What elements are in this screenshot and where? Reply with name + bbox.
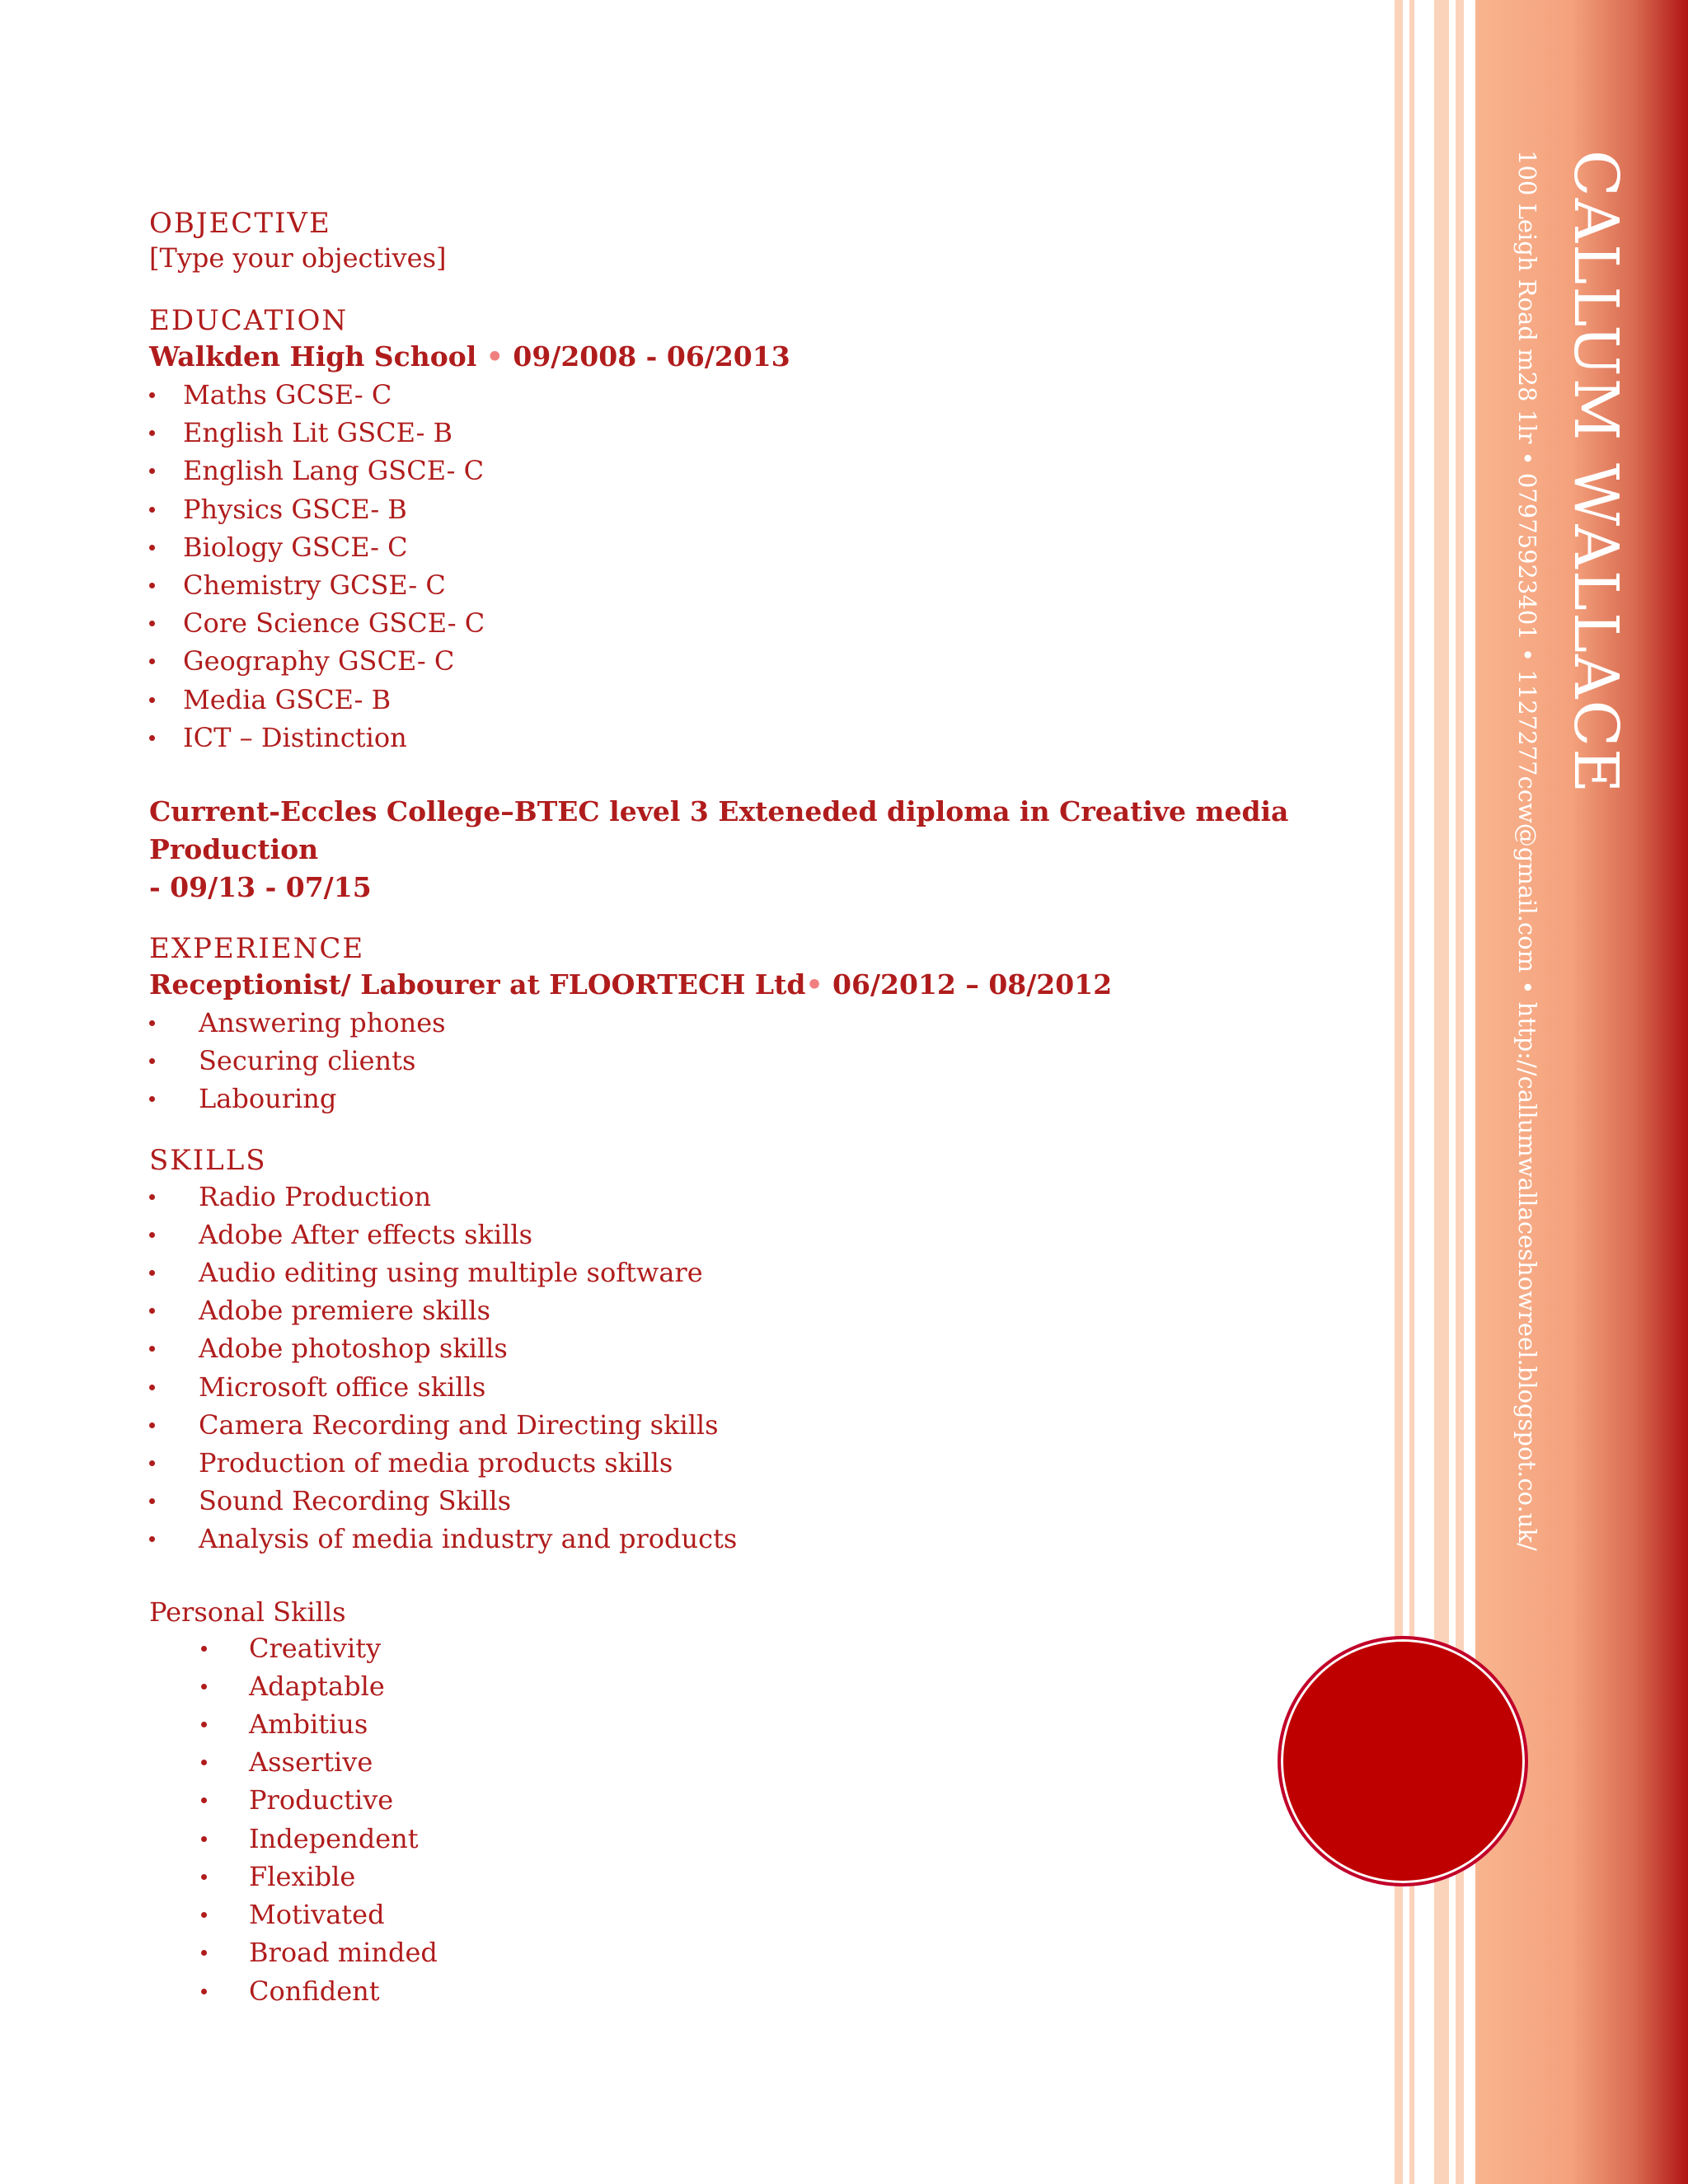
list-item: Audio editing using multiple software <box>149 1254 1402 1291</box>
list-item: Broad minded <box>149 1933 1402 1971</box>
list-item: Adobe After effects skills <box>149 1216 1402 1254</box>
skills-list <box>149 1178 1402 1558</box>
personal-skills-list <box>149 1629 1402 2010</box>
list-item: Adaptable <box>149 1667 1402 1705</box>
list-item: Assertive <box>149 1743 1402 1781</box>
list-item: Productive <box>149 1781 1402 1819</box>
list-item: Camera Recording and Directing skills <box>149 1406 1402 1444</box>
list-item: Motivated <box>149 1896 1402 1933</box>
personal-skills-heading: Personal Skills <box>149 1596 346 1628</box>
experience-section <box>149 931 1402 1118</box>
list-item: English Lang GSCE- C <box>149 452 1402 490</box>
skills-section <box>149 1143 1402 1558</box>
list-item: English Lit GSCE- B <box>149 414 1402 452</box>
list-item: Securing clients <box>149 1042 1402 1080</box>
list-item: ICT – Distinction <box>149 719 1402 757</box>
list-item: Microsoft office skills <box>149 1368 1402 1406</box>
list-item: Independent <box>149 1820 1402 1858</box>
list-item: Chemistry GCSE- C <box>149 566 1402 604</box>
education-heading: EDUCATION <box>149 304 349 337</box>
job-title: Receptionist/ Labourer at FLOORTECH Ltd <box>149 968 806 1001</box>
list-item: Adobe premiere skills <box>149 1291 1402 1329</box>
contact-details: 100 Leigh Road m28 1lr • 07975923401 • 1127277ccw@gmail.com • http://callumwallaceshowreel.blogspot.co.uk/ <box>1513 150 1541 1551</box>
skills-heading: SKILLS <box>149 1143 267 1177</box>
list-item: Biology GSCE- C <box>149 528 1402 566</box>
education-list <box>149 376 1402 757</box>
list-item: Physics GSCE- B <box>149 490 1402 528</box>
job-line <box>149 966 1402 1004</box>
list-item: Production of media products skills <box>149 1444 1402 1482</box>
personal-skills-section <box>149 1595 1402 2010</box>
experience-list <box>149 1004 1402 1118</box>
list-item: Maths GCSE- C <box>149 376 1402 414</box>
objective-text: [Type your objectives] <box>149 242 447 274</box>
list-item: Geography GSCE- C <box>149 642 1402 680</box>
list-item: Core Science GSCE- C <box>149 604 1402 642</box>
list-item: Creativity <box>149 1629 1402 1667</box>
list-item: Analysis of media industry and products <box>149 1520 1402 1558</box>
list-item: Labouring <box>149 1080 1402 1118</box>
resume-content <box>149 206 1402 2010</box>
list-item: Flexible <box>149 1858 1402 1896</box>
list-item: Sound Recording Skills <box>149 1482 1402 1520</box>
separator-dot: • <box>805 968 823 1001</box>
experience-heading: EXPERIENCE <box>149 932 365 966</box>
school-line <box>149 338 1402 376</box>
separator-dot: • <box>485 340 504 373</box>
job-dates: 06/2012 – 08/2012 <box>832 968 1113 1001</box>
list-item: Radio Production <box>149 1178 1402 1216</box>
list-item: Answering phones <box>149 1004 1402 1042</box>
school-dates: 09/2008 - 06/2013 <box>513 340 790 373</box>
college-line: Current-Eccles College–BTEC level 3 Exteneded diploma in Creative media Production <box>149 795 1289 866</box>
list-item: Ambitius <box>149 1705 1402 1743</box>
school-name: Walkden High School <box>149 340 477 373</box>
candidate-name: CALLUM WALLACE <box>1560 150 1631 795</box>
objective-section <box>149 206 1402 275</box>
list-item: Confident <box>149 1972 1402 2010</box>
college-dates: - 09/13 - 07/15 <box>149 871 372 904</box>
objective-heading: OBJECTIVE <box>149 207 331 240</box>
list-item: Media GSCE- B <box>149 681 1402 719</box>
education-section <box>149 303 1402 907</box>
list-item: Adobe photoshop skills <box>149 1329 1402 1367</box>
